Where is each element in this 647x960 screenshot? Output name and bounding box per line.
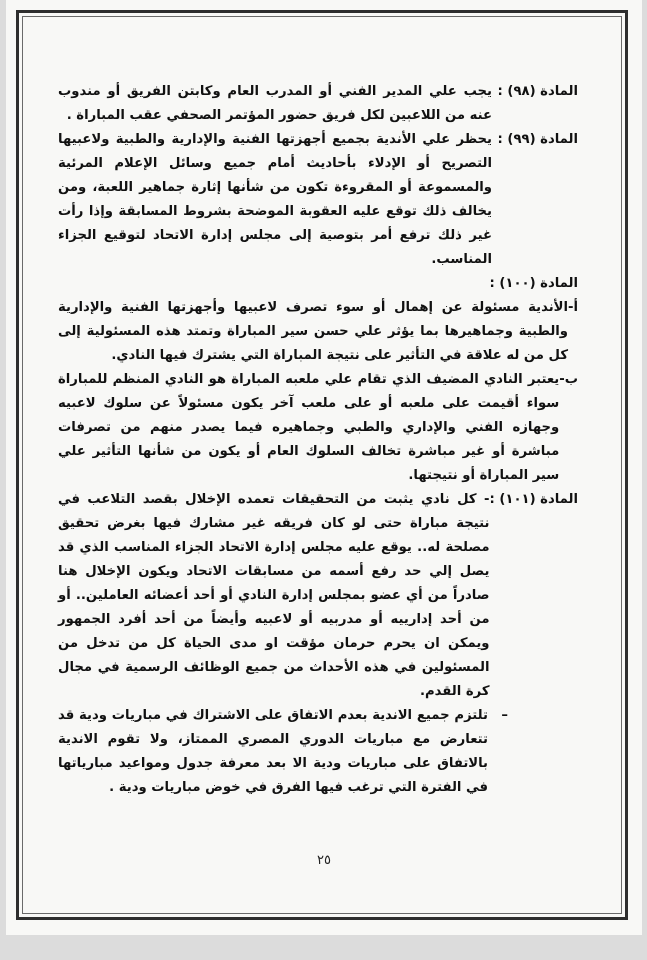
bullet-text: تلتزم جميع الاندية بعدم الاتفاق على الاشتراك في مباريات ودية قد تتعارض مع مباريات الدوري المصري الممتاز، ولا تقوم الاندية بالاتفاق على مباريات ودية الا بعد معرفة جدول ومواعيد مبارياتها في الفترة التي ترغب فيها الفرق في خوض مباريات ودية . — [58, 708, 488, 795]
article-100-subitems — [58, 296, 578, 488]
subitem-label: أ- — [568, 300, 578, 315]
article-text: يحظر علي الأندية بجميع أجهزتها الفنية والإدارية والطبية ولاعبيها التصريح أو الإدلاء بأحاديث أمام جميع وسائل الإعلام المرئية والمسموعة أو المقروءة تكون من شأنها إثارة جماهير اللعبة، ومن يخالف ذلك توقع عليه العقوبة الموضحة بشروط المسابقة وإذا رأت غير ذلك ترفع أمر بتوصية إلى مجلس إدارة الاتحاد لتوقيع الجزاء المناسب. — [58, 132, 492, 267]
article-101 — [58, 488, 578, 704]
subitem-text: يعتبر النادي المضيف الذي تقام علي ملعبه المباراة هو النادي المنظم للمباراة سواء أقيمت على ملعبه أو على ملعب آخر يكون مسئولاً عن سلوك لاعبيه وجهازه الفني والإداري والطبي وجماهيره فيما يصدر منهم من تصرفات مباشرة أو غير مباشرة تخالف السلوك العام أو يكون من شأنها التأثير علي سير المباراة أو نتيجتها. — [58, 372, 560, 483]
article-number: المادة (٩٨) : — [497, 84, 578, 99]
document-content — [58, 80, 578, 800]
bullet-item — [58, 704, 508, 800]
document-page — [6, 0, 642, 935]
article-number: المادة (١٠٠) : — [489, 276, 578, 291]
subitem-a — [58, 296, 578, 368]
dash-bullet-icon: – — [501, 708, 508, 723]
article-number: المادة (١٠١) : — [489, 492, 578, 507]
article-98 — [58, 80, 578, 128]
page-number: ٢٥ — [317, 853, 331, 868]
subitem-label: ب- — [559, 372, 578, 387]
subitem-text: الأندية مسئولة عن إهمال أو سوء تصرف لاعبيها وأجهزتها الفنية والإدارية والطبية وجماهيرها بما يؤثر علي حسن سير المباراة وتمتد هذه المسئولية إلى كل من له علاقة في التأثير على نتيجة المباراة التي يشترك فيها النادي. — [58, 300, 568, 363]
article-text: - كل نادي يثبت من التحقيقات تعمده الإخلال بقصد التلاعب في نتيجة مباراة حتى لو كان فريقه غير مشارك فيها بغرض تحقيق مصلحة له.. يوقع عليه مجلس إدارة الاتحاد الجزاء المناسب الذي قد يصل إلي حد رفع أسمه من مسابقات الاتحاد ويكون الإخلال هنا صادراً من أي عضو بمجلس إدارة النادي أو أحد أعضائه العاملين.. أو من أحد إدارييه أو مدربيه أو لاعبيه وأيضاً من أحد أفرد الجمهور ويمكن ان يحرم حرمان مؤقت او مدى الحياة كل من تدخل من المسئولين في هذه الأحداث من جميع الوظائف الرسمية في مجال كرة القدم. — [58, 492, 490, 699]
article-number: المادة (٩٩) : — [497, 132, 578, 147]
subitem-b — [58, 368, 578, 488]
article-text: يجب علي المدير الفني أو المدرب العام وكابتن الفريق أو مندوب عنه من اللاعبين لكل فريق حضور المؤتمر الصحفي عقب المباراة . — [58, 84, 492, 123]
article-100-heading — [58, 272, 578, 296]
article-99 — [58, 128, 578, 272]
